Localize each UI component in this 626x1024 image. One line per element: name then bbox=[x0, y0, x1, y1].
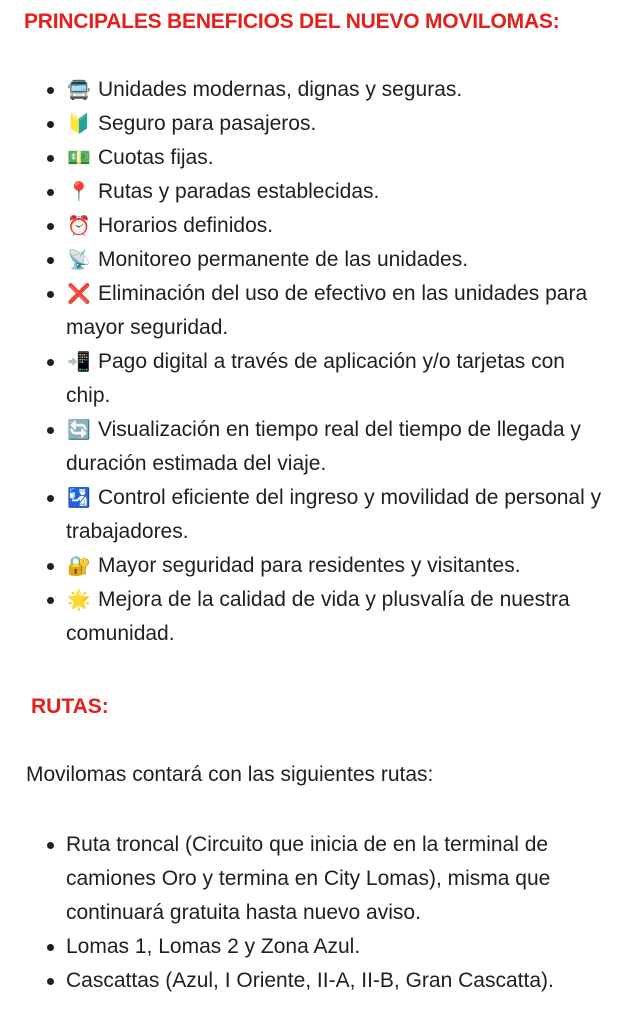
pin-icon: 📍 bbox=[67, 181, 91, 203]
list-item-text: Lomas 1, Lomas 2 y Zona Azul. bbox=[66, 935, 361, 958]
list-item bbox=[0, 583, 626, 651]
routes-intro: Movilomas contará con las siguientes rutas: bbox=[26, 763, 434, 786]
list-item-text: Horarios definidos. bbox=[98, 214, 274, 237]
bullet-icon bbox=[47, 155, 54, 162]
list-item-text: Cuotas fijas. bbox=[98, 146, 214, 169]
list-item-text: Monitoreo permanente de las unidades. bbox=[98, 248, 469, 271]
bus-icon: 🚍 bbox=[67, 79, 91, 101]
list-item bbox=[0, 107, 626, 141]
routes-heading: RUTAS: bbox=[31, 695, 109, 718]
money-icon: 💵 bbox=[67, 147, 91, 169]
list-item-text: Unidades modernas, dignas y seguras. bbox=[98, 78, 463, 101]
list-item bbox=[0, 828, 626, 930]
bullet-icon bbox=[47, 359, 54, 366]
list-item bbox=[0, 277, 626, 345]
list-item bbox=[0, 243, 626, 277]
routes-list bbox=[0, 828, 626, 998]
shield-icon: 🔰 bbox=[67, 113, 91, 135]
list-item bbox=[0, 209, 626, 243]
list-item bbox=[0, 549, 626, 583]
bullet-icon bbox=[47, 189, 54, 196]
list-item bbox=[0, 930, 626, 964]
star-icon: 🌟 bbox=[67, 589, 91, 611]
bullet-icon bbox=[47, 87, 54, 94]
list-item bbox=[0, 175, 626, 209]
bullet-icon bbox=[47, 223, 54, 230]
list-item-text: Rutas y paradas establecidas. bbox=[98, 180, 380, 203]
phone-icon: 📲 bbox=[67, 351, 91, 373]
list-item bbox=[0, 345, 626, 413]
passport-control-icon: 🛂 bbox=[67, 487, 91, 509]
list-item bbox=[0, 73, 626, 107]
benefits-heading: PRINCIPALES BENEFICIOS DEL NUEVO MOVILOMAS: bbox=[24, 10, 560, 33]
list-item bbox=[0, 481, 626, 549]
list-item-text: Seguro para pasajeros. bbox=[98, 112, 317, 135]
list-item-text: Visualización en tiempo real del tiempo de llegada y duración estimada del viaje. bbox=[66, 418, 581, 475]
list-item-text: Control eficiente del ingreso y movilidad de personal y trabajadores. bbox=[66, 486, 602, 543]
bullet-icon bbox=[47, 563, 54, 570]
list-item-text: Ruta troncal (Circuito que inicia de en la terminal de camiones Oro y termina en City Lomas), misma que continuará gratuita hasta nuevo aviso. bbox=[66, 833, 551, 924]
list-item bbox=[0, 964, 626, 998]
alarm-clock-icon: ⏰ bbox=[67, 215, 91, 237]
bullet-icon bbox=[47, 427, 54, 434]
refresh-icon: 🔄 bbox=[67, 419, 91, 441]
list-item-text: Eliminación del uso de efectivo en las unidades para mayor seguridad. bbox=[66, 282, 588, 339]
bullet-icon bbox=[47, 597, 54, 604]
list-item-text: Mejora de la calidad de vida y plusvalía de nuestra comunidad. bbox=[66, 588, 570, 645]
list-item-text: Mayor seguridad para residentes y visitantes. bbox=[98, 554, 521, 577]
cross-icon: ❌ bbox=[67, 283, 91, 305]
list-item-text: Cascattas (Azul, I Oriente, II-A, II-B, Gran Cascatta). bbox=[66, 969, 554, 992]
satellite-icon: 📡 bbox=[67, 249, 91, 271]
list-item-text: Pago digital a través de aplicación y/o tarjetas con chip. bbox=[66, 350, 565, 407]
lock-icon: 🔐 bbox=[67, 555, 91, 577]
list-item bbox=[0, 413, 626, 481]
bullet-icon bbox=[47, 291, 54, 298]
bullet-icon bbox=[47, 944, 54, 951]
bullet-icon bbox=[47, 121, 54, 128]
list-item bbox=[0, 141, 626, 175]
bullet-icon bbox=[47, 495, 54, 502]
bullet-icon bbox=[47, 257, 54, 264]
benefits-list bbox=[0, 73, 626, 651]
bullet-icon bbox=[47, 842, 54, 849]
bullet-icon bbox=[47, 978, 54, 985]
